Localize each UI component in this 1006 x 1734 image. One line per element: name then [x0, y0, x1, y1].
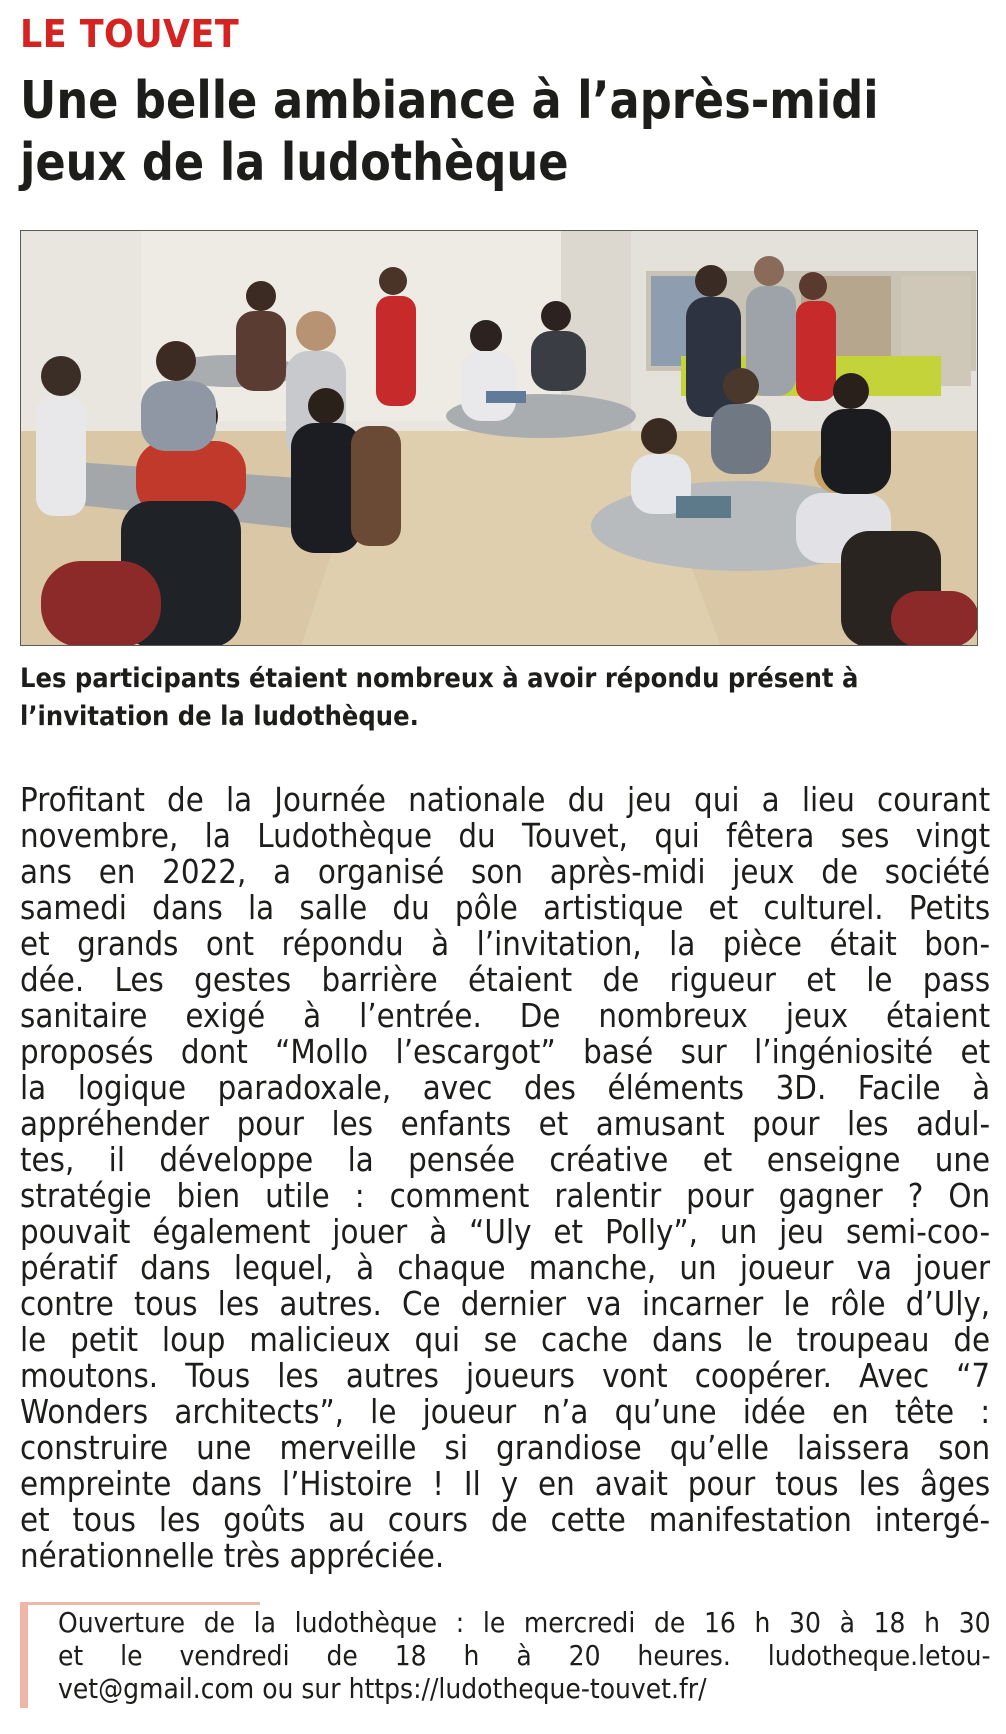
body-line: le petit loup malicieux qui se cache dans le troupeau de: [20, 1321, 991, 1359]
body-line: Wonders architects”, le joueur n’a qu’une idée en tête :: [20, 1393, 991, 1431]
body-line: tes, il développe la pensée créative et enseigne une: [20, 1141, 991, 1179]
body-line: stratégie bien utile : comment ralentir pour gagner ? On: [20, 1177, 991, 1215]
body-line: dée. Les gestes barrière étaient de rigueur et le pass: [20, 961, 991, 999]
body-line: la logique paradoxale, avec des éléments 3D. Facile à: [20, 1069, 991, 1107]
body-line: Profitant de la Journée nationale du jeu qui a lieu courant: [20, 781, 991, 819]
opening-hours-text: [58, 1606, 991, 1705]
body-line: empreinte dans l’Histoire ! Il y en avait pour tous les âges: [20, 1465, 991, 1503]
info-line: vet@gmail.com ou sur https://ludotheque-touvet.fr/: [58, 1672, 707, 1705]
body-line: novembre, la Ludothèque du Touvet, qui fêtera ses vingt: [20, 817, 991, 855]
body-line: sanitaire exigé à l’entrée. De nombreux jeux étaient: [20, 997, 991, 1035]
section-kicker: LE TOUVET: [20, 12, 240, 56]
accent-bar: [20, 1602, 28, 1708]
body-line: pouvait également jouer à “Uly et Polly”, un jeu semi-coo-: [20, 1213, 991, 1251]
caption-line: l’invitation de la ludothèque.: [20, 701, 419, 732]
body-line: pératif dans lequel, à chaque manche, un joueur va jouer: [20, 1249, 991, 1287]
headline-line: Une belle ambiance à l’après-midi: [20, 71, 879, 131]
body-line: moutons. Tous les autres joueurs vont coopérer. Avec “7: [20, 1357, 991, 1395]
photo-caption: [20, 660, 974, 736]
body-line: nérationnelle très appréciée.: [20, 1537, 445, 1575]
caption-line: Les participants étaient nombreux à avoir répondu présent à: [20, 663, 859, 694]
body-line: et tous les goûts au cours de cette manifestation intergé-: [20, 1501, 991, 1539]
body-line: appréhender pour les enfants et amusant pour les adul-: [20, 1105, 991, 1143]
body-line: construire une merveille si grandiose qu’elle laissera son: [20, 1429, 991, 1467]
article-body: [20, 782, 990, 1574]
opening-hours-box: [20, 1602, 991, 1712]
headline-line: jeux de la ludothèque: [20, 133, 569, 193]
body-line: samedi dans la salle du pôle artistique et culturel. Petits: [20, 889, 991, 927]
accent-rule: [20, 1602, 260, 1605]
info-line: Ouverture de la ludothèque : le mercredi de 16 h 30 à 18 h 30: [58, 1606, 991, 1639]
info-line: et le vendredi de 18 h à 20 heures. ludotheque.letou-: [58, 1639, 991, 1672]
article-headline: [20, 70, 949, 194]
body-line: ans en 2022, a organisé son après-midi jeux de société: [20, 853, 991, 891]
article-photo: [20, 230, 978, 646]
photo-illustration: [21, 231, 978, 646]
body-line: proposés dont “Mollo l’escargot” basé sur l’ingéniosité et: [20, 1033, 991, 1071]
body-line: et grands ont répondu à l’invitation, la pièce était bon-: [20, 925, 991, 963]
body-line: contre tous les autres. Ce dernier va incarner le rôle d’Uly,: [20, 1285, 991, 1323]
